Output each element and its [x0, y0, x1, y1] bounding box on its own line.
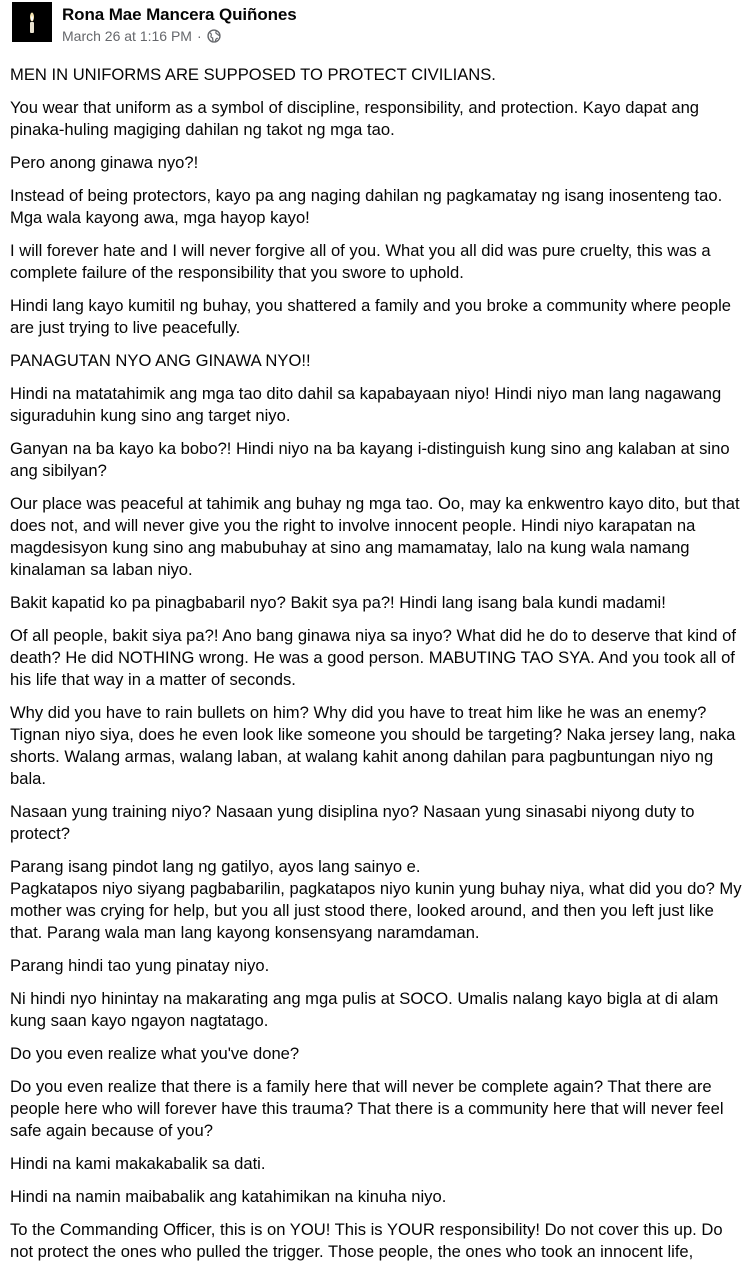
- post-paragraph: Pero anong ginawa nyo?!: [10, 153, 199, 172]
- meta-separator: ·: [196, 28, 202, 44]
- post-paragraph: Of all people, bakit siya pa?! Ano bang ginawa niya sa inyo? What did he do to deserve that kind of death? He did NOTHING wrong. He was a good person. MABUTING TAO SYA. And you took all of his life that way in a matter of seconds.: [10, 626, 736, 689]
- post-paragraph: Ni hindi nyo hinintay na makarating ang mga pulis at SOCO. Umalis nalang kayo bigla at di alam kung saan kayo ngayon nagtatago.: [10, 989, 719, 1030]
- post-paragraph: Ganyan na ba kayo ka bobo?! Hindi niyo na ba kayang i-distinguish kung sino ang kalaban at sino ang sibilyan?: [10, 439, 730, 480]
- post-paragraph: Hindi lang kayo kumitil ng buhay, you shattered a family and you broke a community where people are just trying to live peacefully.: [10, 296, 731, 337]
- post-meta: [62, 28, 221, 44]
- post-paragraph: Parang hindi tao yung pinatay niyo.: [10, 956, 270, 975]
- globe-icon[interactable]: [207, 29, 221, 43]
- post-timestamp[interactable]: March 26 at 1:16 PM: [62, 28, 192, 44]
- post-paragraph: Do you even realize that there is a family here that will never be complete again? That there are people here who will forever have this trauma? That there is a community here that will never feel safe again because of you?: [10, 1077, 724, 1140]
- post-paragraph: Nasaan yung training niyo? Nasaan yung disiplina nyo? Nasaan yung sinasabi niyong duty to protect?: [10, 802, 695, 843]
- post-paragraph: You wear that uniform as a symbol of discipline, responsibility, and protection. Kayo dapat ang pinaka-huling magiging dahilan ng takot ng mga tao.: [10, 98, 700, 139]
- post-paragraph: Why did you have to rain bullets on him? Why did you have to treat him like he was an enemy? Tignan niyo siya, does he even look like someone you should be targeting? Naka jersey lang, naka shorts. Walang armas, walang laban, at walang kahit anong dahilan para pagbuntungan niyo ng bala.: [10, 703, 736, 788]
- post-header: [0, 0, 755, 56]
- post-paragraph: Parang isang pindot lang ng gatilyo, ayos lang sainyo e. Pagkatapos niyo siyang pagbabarilin, pagkatapos niyo kunin yung buhay niya, what did you do? My mother was crying for help, but you all just stood there, looked around, and then you left just like that. Parang wala man lang kayong konsensyang naramdaman.: [10, 857, 742, 942]
- post-paragraph: Bakit kapatid ko pa pinagbabaril nyo? Bakit sya pa?! Hindi lang isang bala kundi madami!: [10, 593, 666, 612]
- post-body: [10, 64, 750, 1274]
- author-name[interactable]: Rona Mae Mancera Quiñones: [62, 5, 297, 24]
- post-paragraph: MEN IN UNIFORMS ARE SUPPOSED TO PROTECT CIVILIANS.: [10, 65, 496, 84]
- post-paragraph: Do you even realize what you've done?: [10, 1044, 300, 1063]
- avatar[interactable]: [12, 2, 52, 42]
- post-paragraph: To the Commanding Officer, this is on YOU! This is YOUR responsibility! Do not cover this up. Do not protect the ones who pulled the trigger. Those people, the ones who took an innocent life,: [10, 1220, 723, 1261]
- candle-icon: [12, 2, 52, 42]
- post-paragraph: Our place was peaceful at tahimik ang buhay ng mga tao. Oo, may ka enkwentro kayo dito, but that does not, and will never give you the right to involve innocent people. Hindi niyo karapatan na magdesisyon kung sino ang mabubuhay at sino ang mamamatay, lalo na kung wala namang kinalaman sa laban niyo.: [10, 494, 740, 579]
- post-paragraph: PANAGUTAN NYO ANG GINAWA NYO!!: [10, 351, 311, 370]
- post-paragraph: Hindi na matatahimik ang mga tao dito dahil sa kapabayaan niyo! Hindi niyo man lang nagawang siguraduhin kung sino ang target niyo.: [10, 384, 722, 425]
- post-paragraph: Instead of being protectors, kayo pa ang naging dahilan ng pagkamatay ng isang inosenteng tao. Mga wala kayong awa, mga hayop kayo!: [10, 186, 723, 227]
- post-paragraph: Hindi na namin maibabalik ang katahimikan na kinuha niyo.: [10, 1187, 447, 1206]
- post-paragraph: I will forever hate and I will never forgive all of you. What you all did was pure cruelty, this was a complete failure of the responsibility that you swore to uphold.: [10, 241, 711, 282]
- post-paragraph: Hindi na kami makakabalik sa dati.: [10, 1154, 266, 1173]
